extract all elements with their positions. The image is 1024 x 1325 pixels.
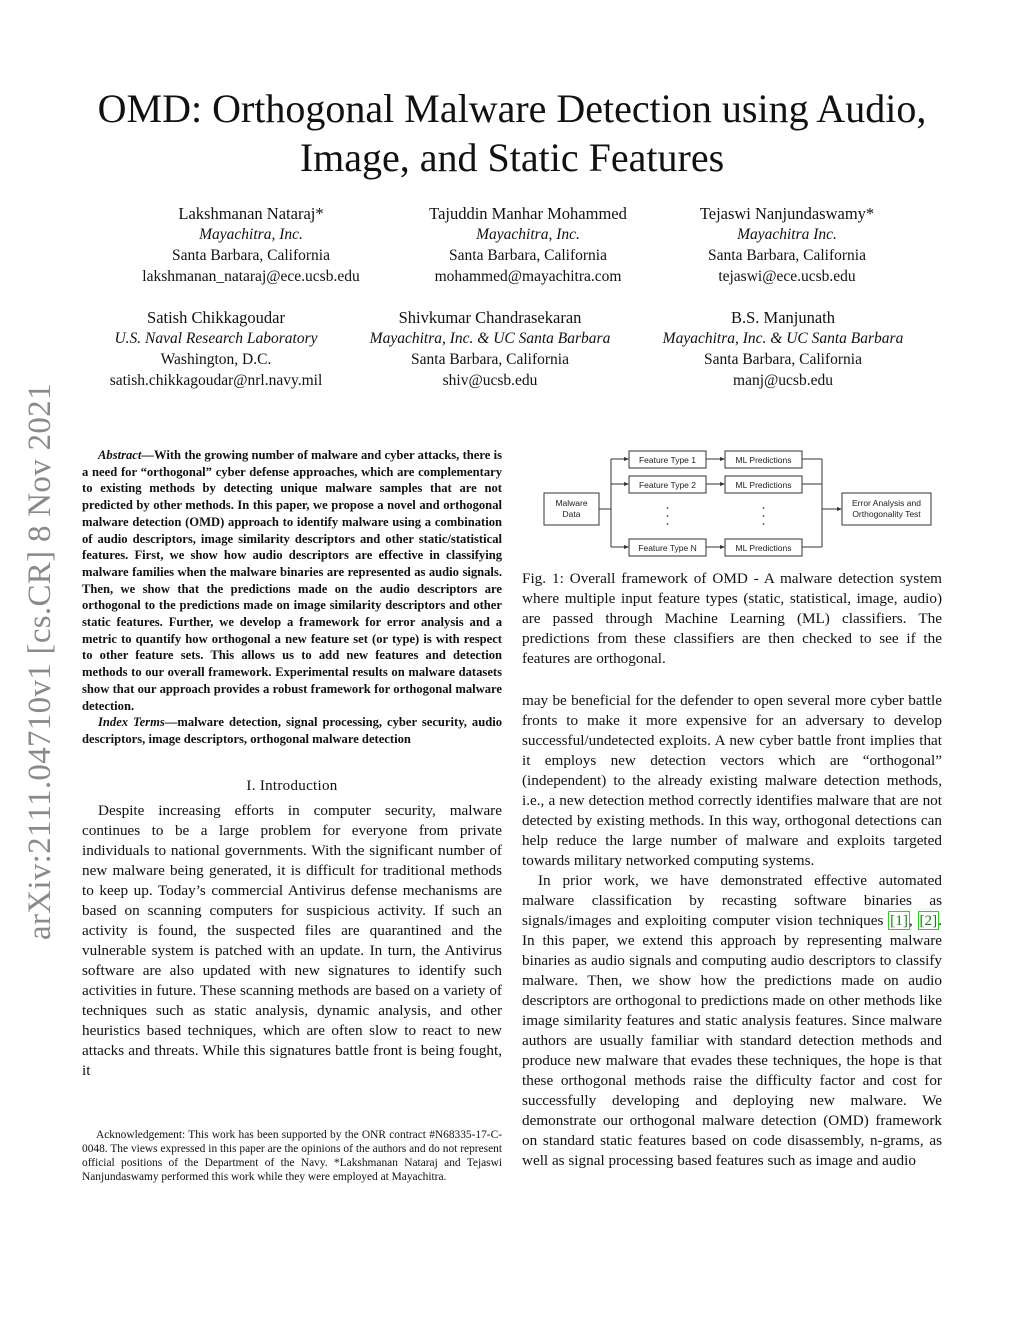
section-heading: I. Introduction xyxy=(246,778,338,794)
index-terms xyxy=(82,714,502,747)
author-location: Santa Barbara, California xyxy=(704,351,862,368)
ellipsis-dots xyxy=(667,507,765,525)
author-affiliation: Mayachitra, Inc. & UC Santa Barbara xyxy=(369,330,611,347)
author-email: manj@ucsb.edu xyxy=(733,372,833,389)
output-label: Orthogonality Test xyxy=(852,509,921,519)
author-location: Santa Barbara, California xyxy=(449,247,607,264)
author-affiliation: U.S. Naval Research Laboratory xyxy=(114,330,318,347)
author-name: Lakshmanan Nataraj* xyxy=(178,204,324,223)
input-label: Malware xyxy=(555,498,588,508)
figure-caption: Fig. 1: Overall framework of OMD - A malware detection system where multiple input feature types (static, statistical, image, audio) are passed through Machine Learning (ML) classifiers. The predictions from these classifiers are then checked to see if the features are orthogonal. xyxy=(522,570,942,667)
paragraph-text: , xyxy=(908,912,919,929)
author-affiliation: Mayachitra Inc. xyxy=(737,226,837,243)
ml-predictions-label: ML Predictions xyxy=(735,543,792,553)
author-block xyxy=(66,307,366,391)
arxiv-identifier: arXiv:2111.04710v1 [cs.CR] 8 Nov 2021 xyxy=(22,383,58,940)
acknowledgement-footnote xyxy=(82,1128,502,1184)
output-label: Error Analysis and xyxy=(852,498,921,508)
author-location: Santa Barbara, California xyxy=(411,351,569,368)
author-name: Tajuddin Manhar Mohammed xyxy=(429,204,627,223)
author-email: satish.chikkagoudar@nrl.navy.mil xyxy=(109,372,323,389)
left-column xyxy=(82,447,502,748)
abstract-label: Abstract xyxy=(98,448,142,462)
acknowledgement-text: Acknowledgement: This work has been supported by the ONR contract #N68335-17-C-0048. The views expressed in this paper are the opinions of the authors and do not represent official positions of the Department of the Navy. *Lakshmanan Nataraj and Tejaswi Nanjundaswamy performed this work while they were employed at Mayachitra. xyxy=(82,1129,502,1183)
author-email: mohammed@mayachitra.com xyxy=(434,268,622,285)
author-name: Tejaswi Nanjundaswamy* xyxy=(699,204,875,223)
author-affiliation: Mayachitra, Inc. xyxy=(476,226,580,243)
feature-type-label: Feature Type N xyxy=(638,543,697,553)
paragraph-text: . In this paper, we extend this approach by representing malware binaries as audio signals and computing audio descriptors to classify malware. Then, we show how the predictions made on audio descriptors are orthogonal to predictions made on other methods like image similarity features and static analysis features. Since malware authors are usually familiar with standard detection methods and produce new malware that evades these techniques, the hope is that these orthogonal methods raise the difficulty factor and cost for successfully developing and deploying new malware. We demonstrate our orthogonal malware detection (OMD) framework on standard static features based on code disassembly, n-grams, as well as signal processing based features such as image and audio xyxy=(522,912,943,1169)
author-name: Shivkumar Chandrasekaran xyxy=(398,308,582,327)
author-block xyxy=(637,203,937,287)
paragraph-text: In prior work, we have demonstrated effective automated malware classification by recasting software binaries as signals/images and exploiting computer vision techniques xyxy=(522,872,942,929)
right-paragraph: may be beneficial for the defender to open several more cyber battle fronts to make it more expensive for an adversary to develop successful/undetected exploits. A new cyber battle front implies that it employs new detection vectors which are “orthogonal” (independent) to the already existing malware detection methods, i.e., a new detection method correctly identifies malware that are not detected by existing methods. In this way, orthogonal detections can help reduce the large number of malware and exploits targeted towards military networked computing systems. xyxy=(522,692,942,869)
feature-type-label: Feature Type 1 xyxy=(638,455,697,465)
author-name: B.S. Manjunath xyxy=(730,308,836,327)
author-email: lakshmanan_nataraj@ece.ucsb.edu xyxy=(142,268,360,285)
right-paragraph xyxy=(522,871,942,1171)
author-name: Satish Chikkagoudar xyxy=(147,308,285,327)
ml-predictions-label: ML Predictions xyxy=(735,455,792,465)
introduction-section xyxy=(82,778,502,1081)
author-location: Washington, D.C. xyxy=(160,351,272,368)
index-terms-label: Index Terms xyxy=(98,715,165,730)
author-email: tejaswi@ece.ucsb.edu xyxy=(718,268,856,285)
feature-type-label: Feature Type 2 xyxy=(638,480,697,490)
author-location: Santa Barbara, California xyxy=(172,247,330,264)
author-location: Santa Barbara, California xyxy=(708,247,866,264)
author-block xyxy=(633,307,933,391)
abstract-text: —With the growing number of malware and cyber attacks, there is a need for “orthogonal” cyber defense approaches, which are complementary to existing methods by detecting unique malware samples that are not predicted by other methods. In this paper, we propose a novel and orthogonal malware detection (OMD) approach to identify malware using a combination of audio descriptors, image similarity descriptors and other static/statistical features. First, we show how audio descriptors are effective in classifying malware families when the malware binaries are represented as audio signals. Then, we show that the predictions made on the audio descriptors are orthogonal to the predictions made on image similarity descriptors and other static features. Further, we develop a framework for error analysis and a metric to quantify how orthogonal a new feature set (or type) is with respect to other feature sets. This allows us to add new features and detection methods to our overall framework. Experimental results on malware datasets show that our approach provides a robust framework for orthogonal malware detection. xyxy=(82,448,502,713)
author-affiliation: Mayachitra, Inc. & UC Santa Barbara xyxy=(662,330,904,347)
citation-link[interactable]: [2] xyxy=(919,912,938,929)
input-label: Data xyxy=(562,509,581,519)
abstract xyxy=(82,447,502,714)
author-affiliation: Mayachitra, Inc. xyxy=(199,226,303,243)
author-block xyxy=(340,307,640,391)
ml-predictions-label: ML Predictions xyxy=(735,480,792,490)
index-terms-text: —malware detection, signal processing, cyber security, audio descriptors, image descriptors, orthogonal malware detection xyxy=(82,715,503,746)
intro-paragraph: Despite increasing efforts in computer security, malware continues to be a large problem for everyone from private individuals to national governments. With the significant number of new malware being generated, it is difficult for traditional methods to keep up. Today’s commercial Antivirus defense mechanisms are based on scanning computers for suspicious activity. If such an activity is found, the suspected files are quarantined and the vulnerable system is patched with an update. In turn, the Antivirus software are also updated with new signatures to identify such activities in future. These scanning methods are based on a variety of techniques such as static analysis, dynamic analysis, and other heuristics based techniques, which are often slow to react to new attacks and threats. While this signatures battle front is being fought, it xyxy=(82,802,502,1079)
paper-title: OMD: Orthogonal Malware Detection using Audio, Image, and Static Features xyxy=(97,86,927,180)
citation-link[interactable]: [1] xyxy=(890,912,908,929)
figure-1-diagram xyxy=(540,440,940,560)
author-block xyxy=(101,203,401,287)
author-block xyxy=(378,203,678,287)
author-email: shiv@ucsb.edu xyxy=(442,372,538,389)
right-column xyxy=(522,569,942,1171)
